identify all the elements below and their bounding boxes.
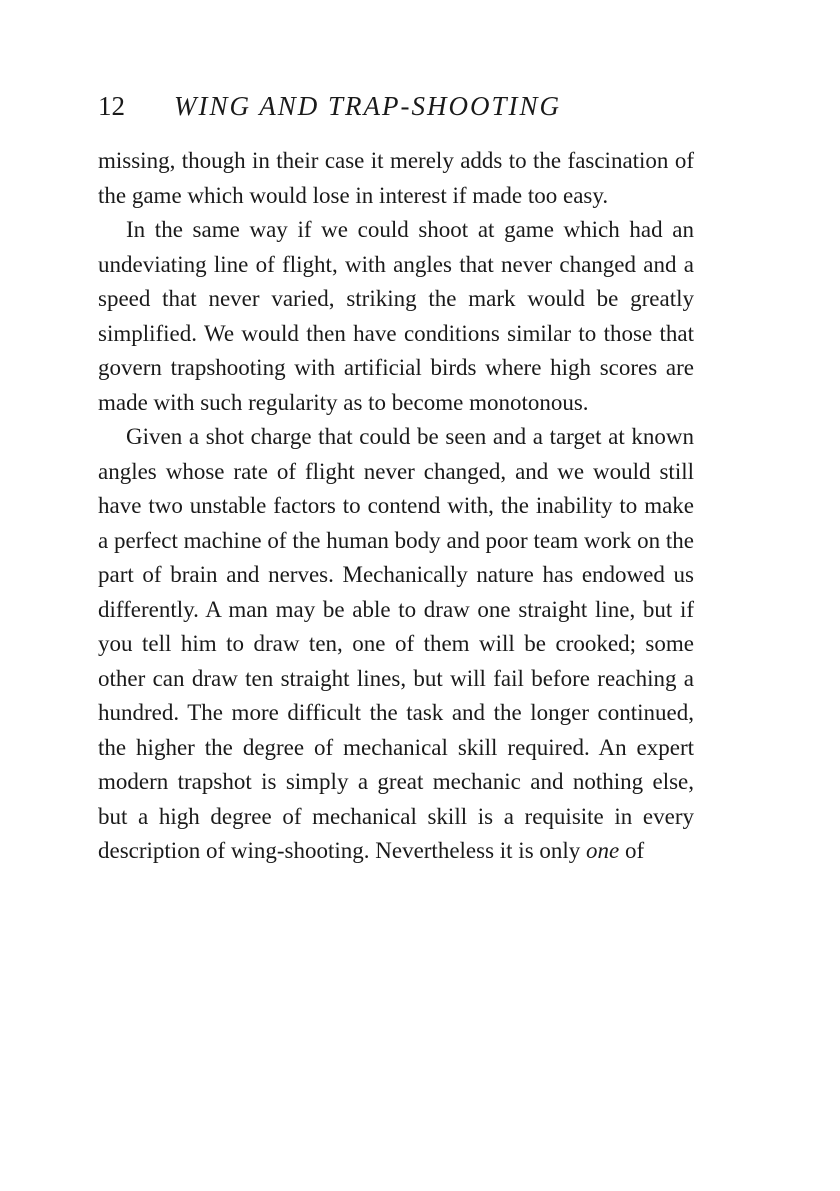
paragraph-text: missing, though in their case it merely adds to the fascination of the game which would lose in interest if made too easy. (98, 148, 694, 208)
paragraph (98, 213, 694, 420)
page-number: 12 (98, 91, 125, 121)
emphasized-word: one (586, 838, 620, 863)
paragraph-text-end: of (619, 838, 645, 863)
body-text (98, 144, 694, 869)
running-head (98, 86, 694, 126)
paragraph-text: In the same way if we could shoot at game which had an undeviating line of flight, with angles that never changed and a speed that never varied, striking the mark would be greatly simplified. We would then have conditions similar to those that govern trapshooting with artificial birds where high scores are made with such regularity as to become monotonous. (98, 217, 694, 415)
paragraph-text: Given a shot charge that could be seen and a target at known angles whose rate of flight never changed, and we would still have two unstable factors to contend with, the inability to make a perfect machine of the human body and poor team work on the part of brain and nerves. Mechanically nature has endowed us differently. A man may be able to draw one straight line, but if you tell him to draw ten, one of them will be crooked; some other can draw ten straight lines, but will fail before reaching a hundred. The more difficult the task and the longer continued, the higher the degree of mechanical skill required. An expert modern trapshot is simply a great mechanic and nothing else, but a high degree of mechanical skill is a requisite in every description of wing-shooting. Nevertheless it is only (98, 424, 694, 863)
paragraph (98, 420, 694, 869)
paragraph-continued (98, 144, 694, 213)
running-title: WING AND TRAP-SHOOTING (174, 91, 561, 121)
book-page (98, 86, 694, 869)
